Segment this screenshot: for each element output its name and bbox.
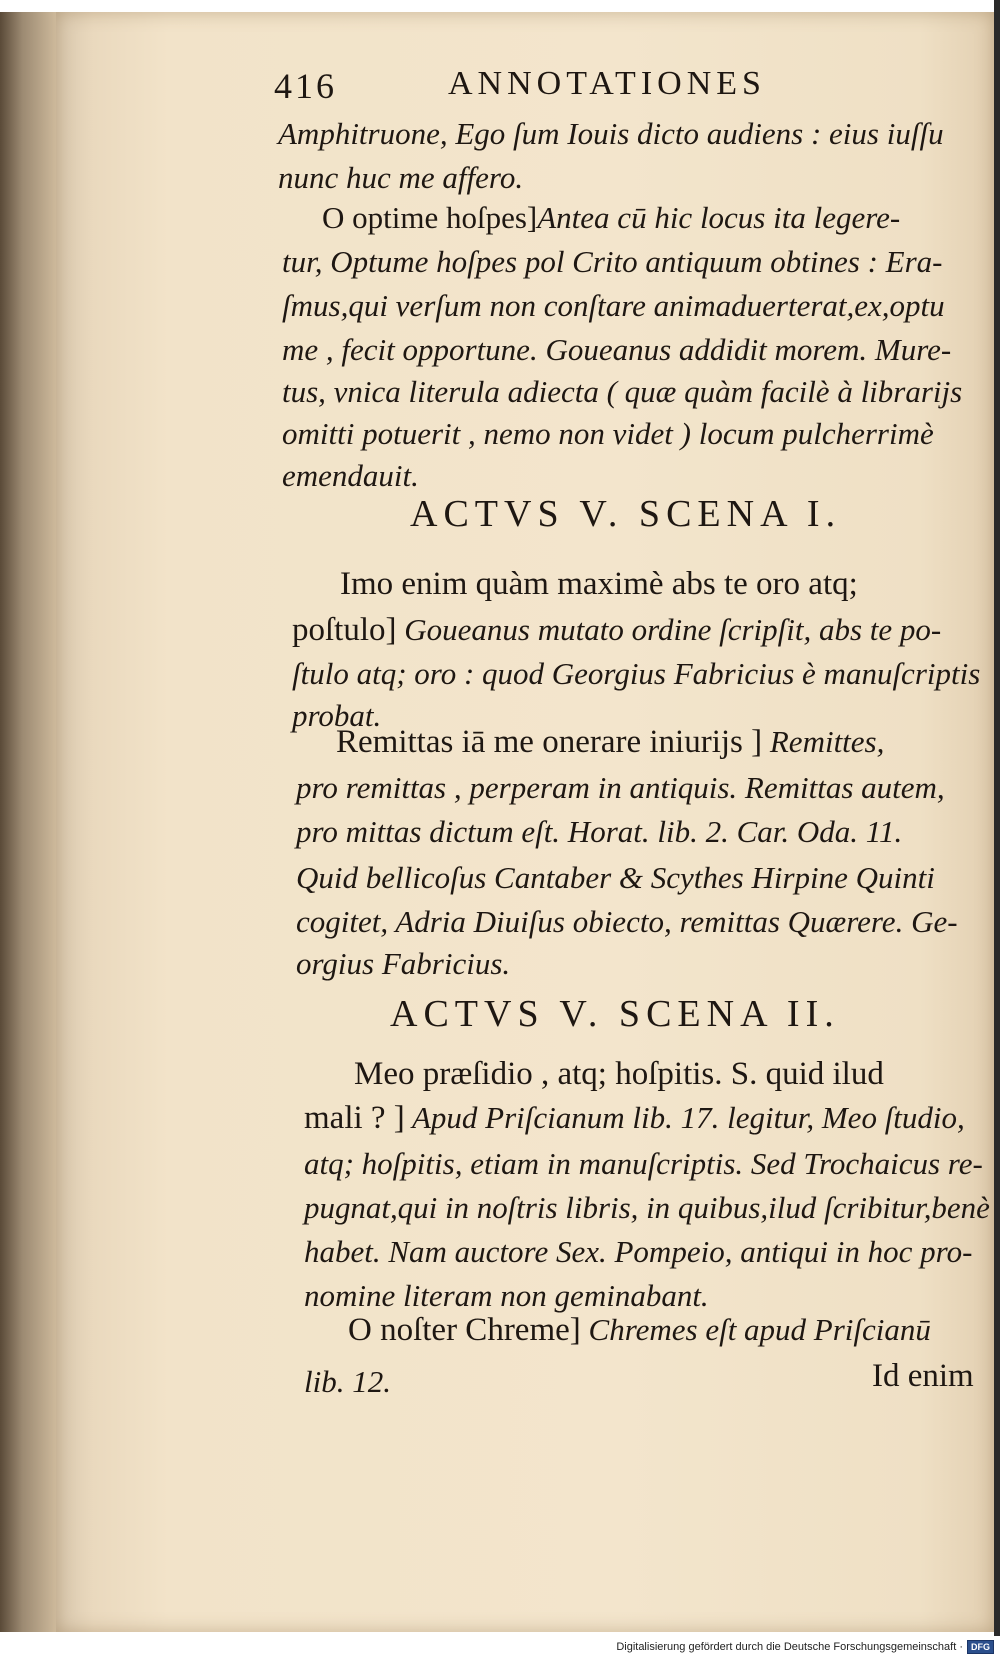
- text-line: nomine literam non geminabant.: [304, 1278, 709, 1313]
- text-line: Meo præſidio , atq; hoſpitis. S. quid ilud: [354, 1056, 884, 1092]
- text-line: emendauit.: [282, 458, 419, 493]
- text-line: pro remittas , perperam in antiquis. Remittas autem,: [296, 770, 945, 805]
- digitization-credit: [616, 1639, 994, 1655]
- text-line: ſtulo atq; oro : quod Georgius Fabricius è manuſcriptis: [292, 656, 981, 691]
- text-line: mali ? ] Apud Priſcianum lib. 17. legitur, Meo ſtudio,: [304, 1100, 965, 1136]
- lemma: poſtulo]: [292, 612, 397, 648]
- dfg-logo: DFG: [967, 1640, 994, 1654]
- lemma: Remittas iā me onerare iniurijs ]: [336, 724, 763, 760]
- text-line: me , fecit opportune. Goueanus addidit morem. Mure-: [282, 332, 952, 367]
- text-line: atq; hoſpitis, etiam in manuſcriptis. Sed Trochaicus re-: [304, 1146, 983, 1181]
- credit-text: Digitalisierung gefördert durch die Deutsche Forschungsgemeinschaft ·: [616, 1641, 963, 1653]
- text-line: habet. Nam auctore Sex. Pompeio, antiqui in hoc pro-: [304, 1234, 973, 1269]
- text-line: poſtulo] Goueanus mutato ordine ſcripſit, abs te po-: [292, 612, 942, 648]
- text-line: Imo enim quàm maximè abs te oro atq;: [340, 566, 858, 602]
- lemma: O noſter Chreme]: [348, 1312, 581, 1348]
- text-line: nunc huc me affero.: [278, 160, 524, 195]
- lemma: O optime hoſpes]: [322, 200, 538, 235]
- lemma: mali ? ]: [304, 1100, 405, 1136]
- text-line: cogitet, Adria Diuiſus obiecto, remittas Quærere. Ge-: [296, 904, 958, 939]
- text-line: Amphitruone, Ego ſum Iouis dicto audiens : eius iuſſu: [278, 116, 944, 151]
- text-line: omitti potuerit , nemo non videt ) locum pulcherrimè: [282, 416, 934, 451]
- text-line: pro mittas dictum eſt. Horat. lib. 2. Car. Oda. 11.: [296, 814, 903, 849]
- page-number: 416: [274, 66, 337, 106]
- text-line: tus, vnica literula adiecta ( quæ quàm facilè à librarijs: [282, 374, 963, 409]
- text-line: tur, Optume hoſpes pol Crito antiquum obtines : Era-: [282, 244, 943, 279]
- text-line: O optime hoſpes]Antea cū hic locus ita legere-: [322, 200, 901, 235]
- catchword: Id enim: [872, 1358, 974, 1394]
- text-line: lib. 12.: [304, 1364, 391, 1399]
- text-line: probat.: [292, 698, 382, 733]
- text-line: Quid bellicoſus Cantaber & Scythes Hirpine Quinti: [296, 860, 935, 895]
- running-title: ANNOTATIONES: [448, 65, 766, 102]
- text-line: orgius Fabricius.: [296, 946, 511, 981]
- right-border: [994, 0, 1000, 1656]
- scene-heading: ACTVS V. SCENA II.: [390, 993, 840, 1035]
- text-line: ſmus,qui verſum non conſtare animaduerterat,ex,optu: [282, 288, 945, 323]
- text-line: Remittas iā me onerare iniurijs ] Remittes,: [336, 724, 885, 760]
- book-gutter: [0, 12, 56, 1632]
- text-line: O noſter Chreme] Chremes eſt apud Priſcianū: [348, 1312, 931, 1348]
- text-line: pugnat,qui in noſtris libris, in quibus,ilud ſcribitur,benè: [304, 1190, 990, 1225]
- scene-heading: ACTVS V. SCENA I.: [410, 493, 842, 535]
